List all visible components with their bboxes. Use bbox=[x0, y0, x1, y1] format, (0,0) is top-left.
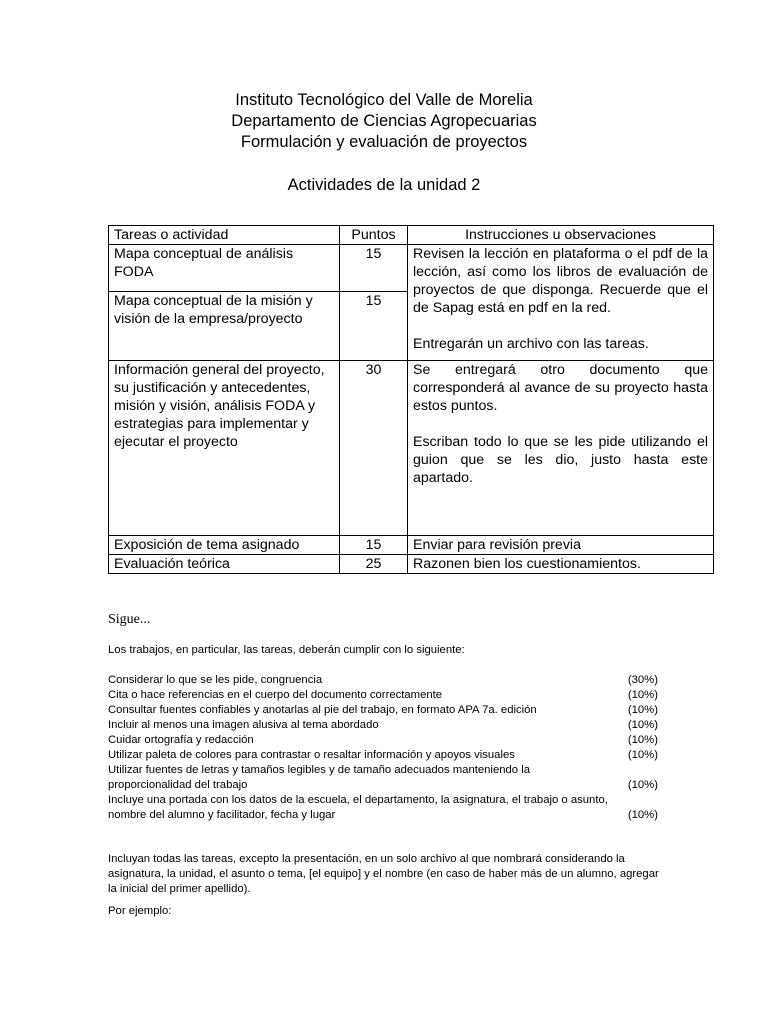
points-cell: 15 bbox=[340, 245, 408, 292]
instructions-paragraph: Entregarán un archivo con las tareas. bbox=[413, 336, 649, 352]
criteria-percent: (10%) bbox=[627, 779, 658, 791]
criteria-percent: (10%) bbox=[627, 809, 658, 821]
unit-title: Actividades de la unidad 2 bbox=[287, 176, 481, 194]
table-row bbox=[109, 361, 714, 536]
criteria-item bbox=[108, 718, 658, 733]
criteria-text: Consultar fuentes confiables y anotarlas al pie del trabajo, en formato APA 7a. edición bbox=[108, 704, 537, 716]
criteria-percent: (10%) bbox=[627, 689, 658, 701]
points-cell: 15 bbox=[340, 292, 408, 361]
criteria-item bbox=[108, 793, 658, 823]
criteria-item bbox=[108, 733, 658, 748]
instructions-cell: Enviar para revisión previa bbox=[408, 536, 714, 555]
activities-table bbox=[108, 225, 714, 574]
instructions-cell: Razonen bien los cuestionamientos. bbox=[408, 555, 714, 574]
criteria-percent: (10%) bbox=[627, 704, 658, 716]
institute-name: Instituto Tecnológico del Valle de Morelia bbox=[235, 91, 533, 109]
points-cell: 15 bbox=[340, 536, 408, 555]
table-row bbox=[109, 245, 714, 292]
table-header-row bbox=[109, 226, 714, 245]
criteria-percent: (10%) bbox=[627, 749, 658, 761]
points-cell: 30 bbox=[340, 361, 408, 536]
criteria-text: Cuidar ortografía y redacción bbox=[108, 734, 254, 746]
document-header bbox=[0, 90, 768, 153]
header-points: Puntos bbox=[340, 226, 408, 245]
criteria-intro: Los trabajos, en particular, las tareas, deberán cumplir con lo siguiente: bbox=[108, 644, 465, 656]
criteria-percent: (10%) bbox=[627, 719, 658, 731]
naming-instructions: Incluyan todas las tareas, excepto la presentación, en un solo archivo al que nombrará considerando la asignatura, la unidad, el asunto o tema, [el equipo] y el nombre (en caso de haber más de un alumno, agregar la inicial del primer apellido). bbox=[108, 853, 659, 895]
criteria-item bbox=[108, 688, 658, 703]
task-cell: Mapa conceptual de la misión y visión de la empresa/proyecto bbox=[109, 292, 340, 361]
criteria-item bbox=[108, 673, 658, 688]
task-cell: Exposición de tema asignado bbox=[109, 536, 340, 555]
instructions-paragraph: Escriban todo lo que se les pide utilizando el guion que se les dio, justo hasta este apartado. bbox=[413, 434, 708, 486]
header-tasks: Tareas o actividad bbox=[109, 226, 340, 245]
task-cell: Mapa conceptual de análisis FODA bbox=[109, 245, 340, 292]
criteria-item bbox=[108, 763, 658, 793]
criteria-text: Incluye una portada con los datos de la escuela, el departamento, la asignatura, el trabajo o asunto, nombre del alumno y facilitador, fecha y lugar bbox=[108, 794, 608, 821]
instructions-paragraph: Revisen la lección en plataforma o el pdf de la lección, así como los libros de evaluación de proyectos de que disponga. Recuerde que el de Sapag está en pdf en la red. bbox=[413, 246, 708, 316]
criteria-percent: (10%) bbox=[627, 734, 658, 746]
course-name: Formulación y evaluación de proyectos bbox=[240, 133, 528, 151]
task-cell: Evaluación teórica bbox=[109, 555, 340, 574]
criteria-list bbox=[108, 673, 658, 823]
points-cell: 25 bbox=[340, 555, 408, 574]
task-cell: Información general del proyecto, su justificación y antecedentes, misión y visión, análisis FODA y estrategias para implementar y ejecutar el proyecto bbox=[109, 361, 340, 536]
header-instructions: Instrucciones u observaciones bbox=[408, 226, 714, 245]
criteria-text: Cita o hace referencias en el cuerpo del documento correctamente bbox=[108, 689, 443, 701]
instructions-cell bbox=[408, 245, 714, 361]
criteria-percent: (30%) bbox=[627, 674, 658, 686]
criteria-text: Utilizar paleta de colores para contrastar o resaltar información y apoyos visuales bbox=[108, 749, 515, 761]
instructions-cell bbox=[408, 361, 714, 536]
criteria-text: Considerar lo que se les pide, congruencia bbox=[108, 674, 323, 686]
continue-note: Sigue... bbox=[108, 612, 151, 627]
criteria-item bbox=[108, 703, 658, 718]
department-name: Departamento de Ciencias Agropecuarias bbox=[231, 112, 537, 130]
criteria-text: Incluir al menos una imagen alusiva al tema abordado bbox=[108, 719, 379, 731]
instructions-paragraph: Se entregará otro documento que corresponderá al avance de su proyecto hasta estos puntos. bbox=[413, 362, 708, 414]
criteria-item bbox=[108, 748, 658, 763]
table-row bbox=[109, 555, 714, 574]
criteria-text: Utilizar fuentes de letras y tamaños legibles y de tamaño adecuados manteniendo la proporcionalidad del trabajo bbox=[108, 764, 531, 791]
example-label: Por ejemplo: bbox=[108, 905, 172, 917]
table-row bbox=[109, 536, 714, 555]
